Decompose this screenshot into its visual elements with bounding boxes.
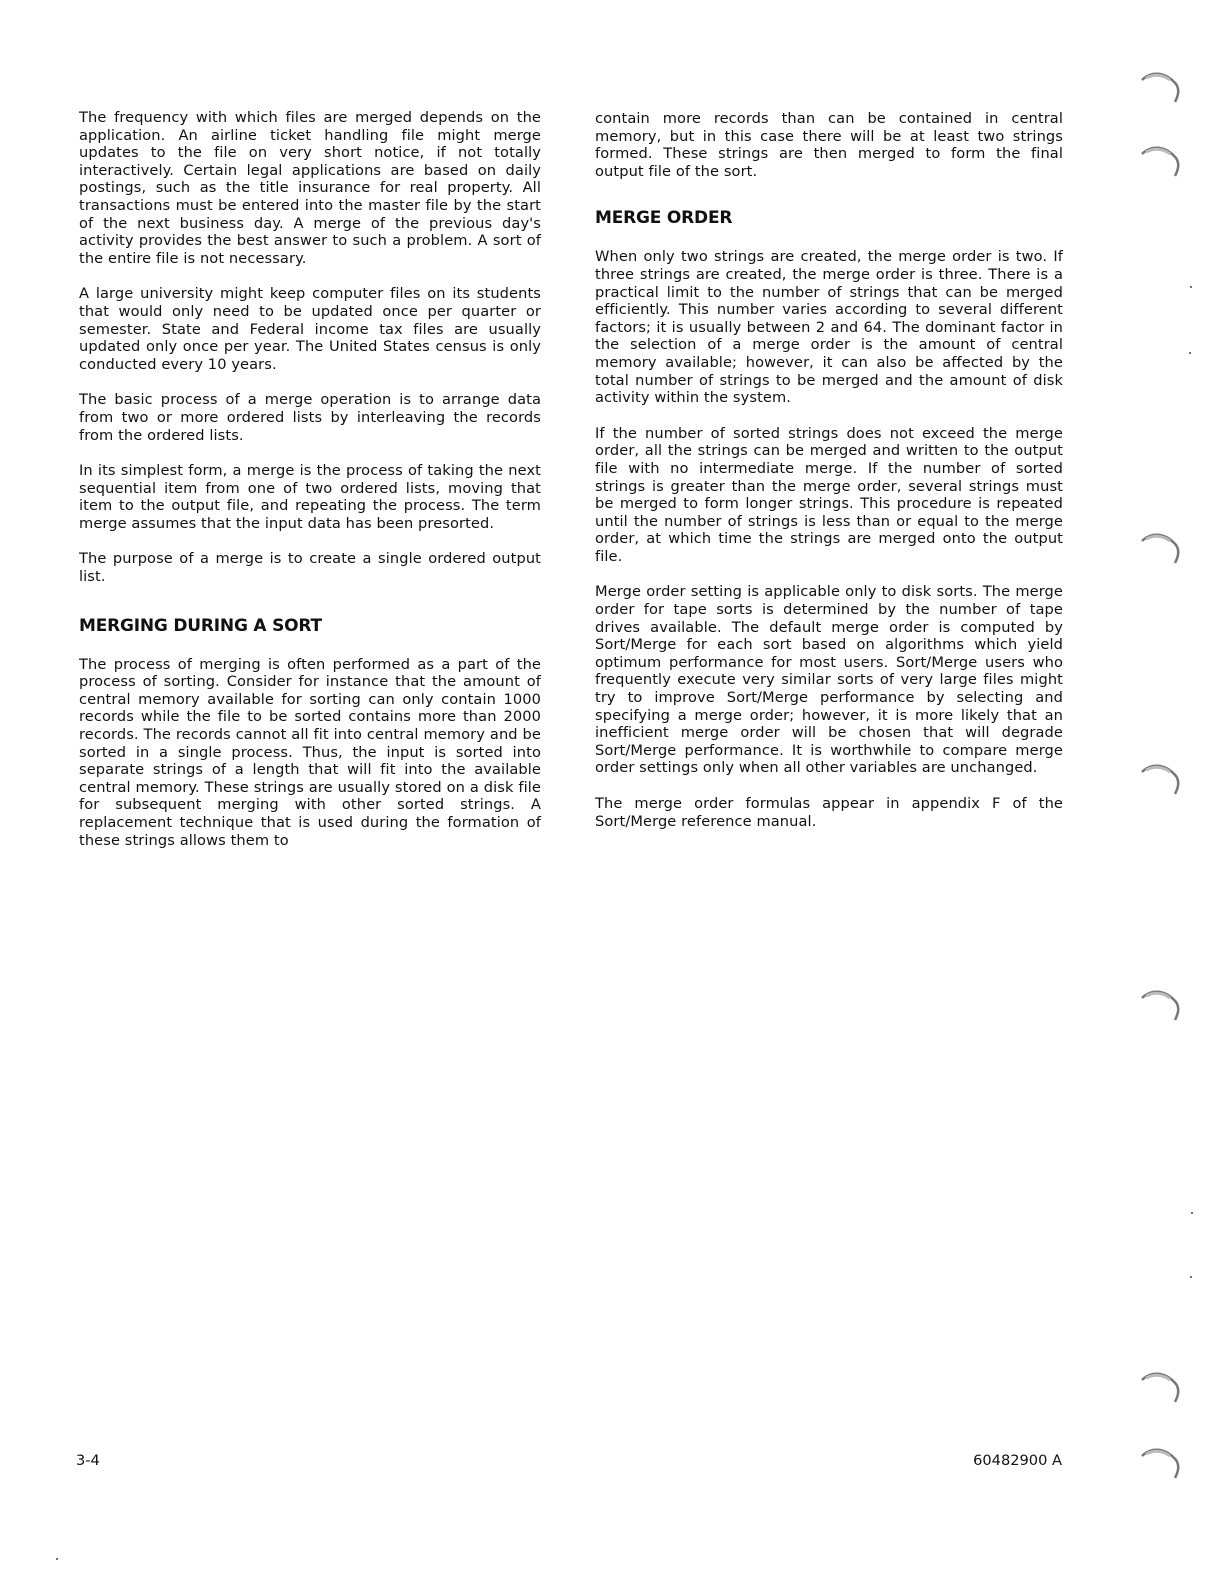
document-number: 60482900 A bbox=[973, 1452, 1062, 1469]
binder-hole-icon bbox=[1140, 1366, 1184, 1406]
page-number: 3-4 bbox=[76, 1452, 100, 1469]
binder-hole-icon bbox=[1140, 1442, 1184, 1482]
scan-speck bbox=[1190, 286, 1192, 288]
paragraph-basic-process: The basic process of a merge operation is to arrange data from two or more ordered lists by interleaving the records from the ordered lists. bbox=[79, 391, 541, 444]
paragraph-merging-during-sort: The process of merging is often performed as a part of the process of sorting. Consider for instance that the amount of central memory available for sorting can only contain 1000 records while the file to be sorted contains more than 2000 records. The records cannot all fit into central memory and be sorted in a single process. Thus, the input is sorted into separate strings of a length that will fit into the available central memory. These strings are usually stored on a disk file for subsequent merging with other sorted strings. A replacement technique that is used during the formation of these strings allows them to bbox=[79, 655, 541, 849]
paragraph-merge-order-formulas: The merge order formulas appear in appendix F of the Sort/Merge reference manual. bbox=[595, 795, 1063, 830]
section-heading-merge-order: MERGE ORDER bbox=[595, 208, 733, 229]
right-column bbox=[595, 110, 1063, 848]
paragraph-merge-order-setting: Merge order setting is applicable only to disk sorts. The merge order for tape sorts is determined by the number of tape drives available. The default merge order is computed by Sort/Merge for each sort based on algorithms which yield optimum performance for most users. Sort/Merge users who frequently execute very similar sorts of very large files might try to improve Sort/Merge performance by selecting and specifying a merge order; however, it is more likely that an inefficient merge order will be chosen that will degrade Sort/Merge performance. It is worthwhile to compare merge order settings only when all other variables are unchanged. bbox=[595, 583, 1063, 777]
binder-hole-icon bbox=[1140, 527, 1184, 567]
paragraph-university-example: A large university might keep computer files on its students that would only need to be updated once per quarter or semester. State and Federal income tax files are usually updated only once per year. The United States census is only conducted every 10 years. bbox=[79, 285, 541, 373]
scan-speck bbox=[1191, 1212, 1193, 1214]
binder-hole-icon bbox=[1140, 66, 1184, 106]
scan-speck bbox=[1190, 1276, 1192, 1278]
paragraph-merge-frequency: The frequency with which files are merged depends on the application. An airline ticket handling file might merge updates to the file on very short notice, if not totally interactively. Certain legal applications are based on daily postings, such as the title insurance for real property. All transactions must be entered into the master file by the start of the next business day. A merge of the previous day's activity provides the best answer to such a problem. A sort of the entire file is not necessary. bbox=[79, 109, 541, 267]
binder-hole-icon bbox=[1140, 758, 1184, 798]
scan-speck bbox=[1189, 352, 1191, 354]
binder-hole-icon bbox=[1140, 140, 1184, 180]
left-column bbox=[79, 109, 541, 867]
binder-hole-icon bbox=[1140, 984, 1184, 1024]
paragraph-sorted-strings: If the number of sorted strings does not exceed the merge order, all the strings can be merged and written to the output file with no intermediate merge. If the number of sorted strings is greater than the merge order, several strings must be merged to form longer strings. This procedure is repeated until the number of strings is less than or equal to the merge order, at which time the strings are merged onto the output file. bbox=[595, 424, 1063, 565]
paragraph-merge-order-definition: When only two strings are created, the merge order is two. If three strings are created, the merge order is three. There is a practical limit to the number of strings that can be merged efficiently. This number varies according to several different factors; it is usually between 2 and 64. The dominant factor in the selection of a merge order is the amount of central memory available; however, it can also be affected by the total number of strings to be merged and the amount of disk activity within the system. bbox=[595, 248, 1063, 407]
scan-speck bbox=[56, 1558, 58, 1560]
paragraph-merge-purpose: The purpose of a merge is to create a single ordered output list. bbox=[79, 550, 541, 586]
section-heading-merging-during-sort: MERGING DURING A SORT bbox=[79, 615, 322, 636]
paragraph-continuation: contain more records than can be contained in central memory, but in this case there will be at least two strings formed. These strings are then merged to form the final output file of the sort. bbox=[595, 110, 1063, 180]
paragraph-simplest-form: In its simplest form, a merge is the process of taking the next sequential item from one of two ordered lists, moving that item to the output file, and repeating the process. The term merge assumes that the input data has been presorted. bbox=[79, 462, 541, 532]
